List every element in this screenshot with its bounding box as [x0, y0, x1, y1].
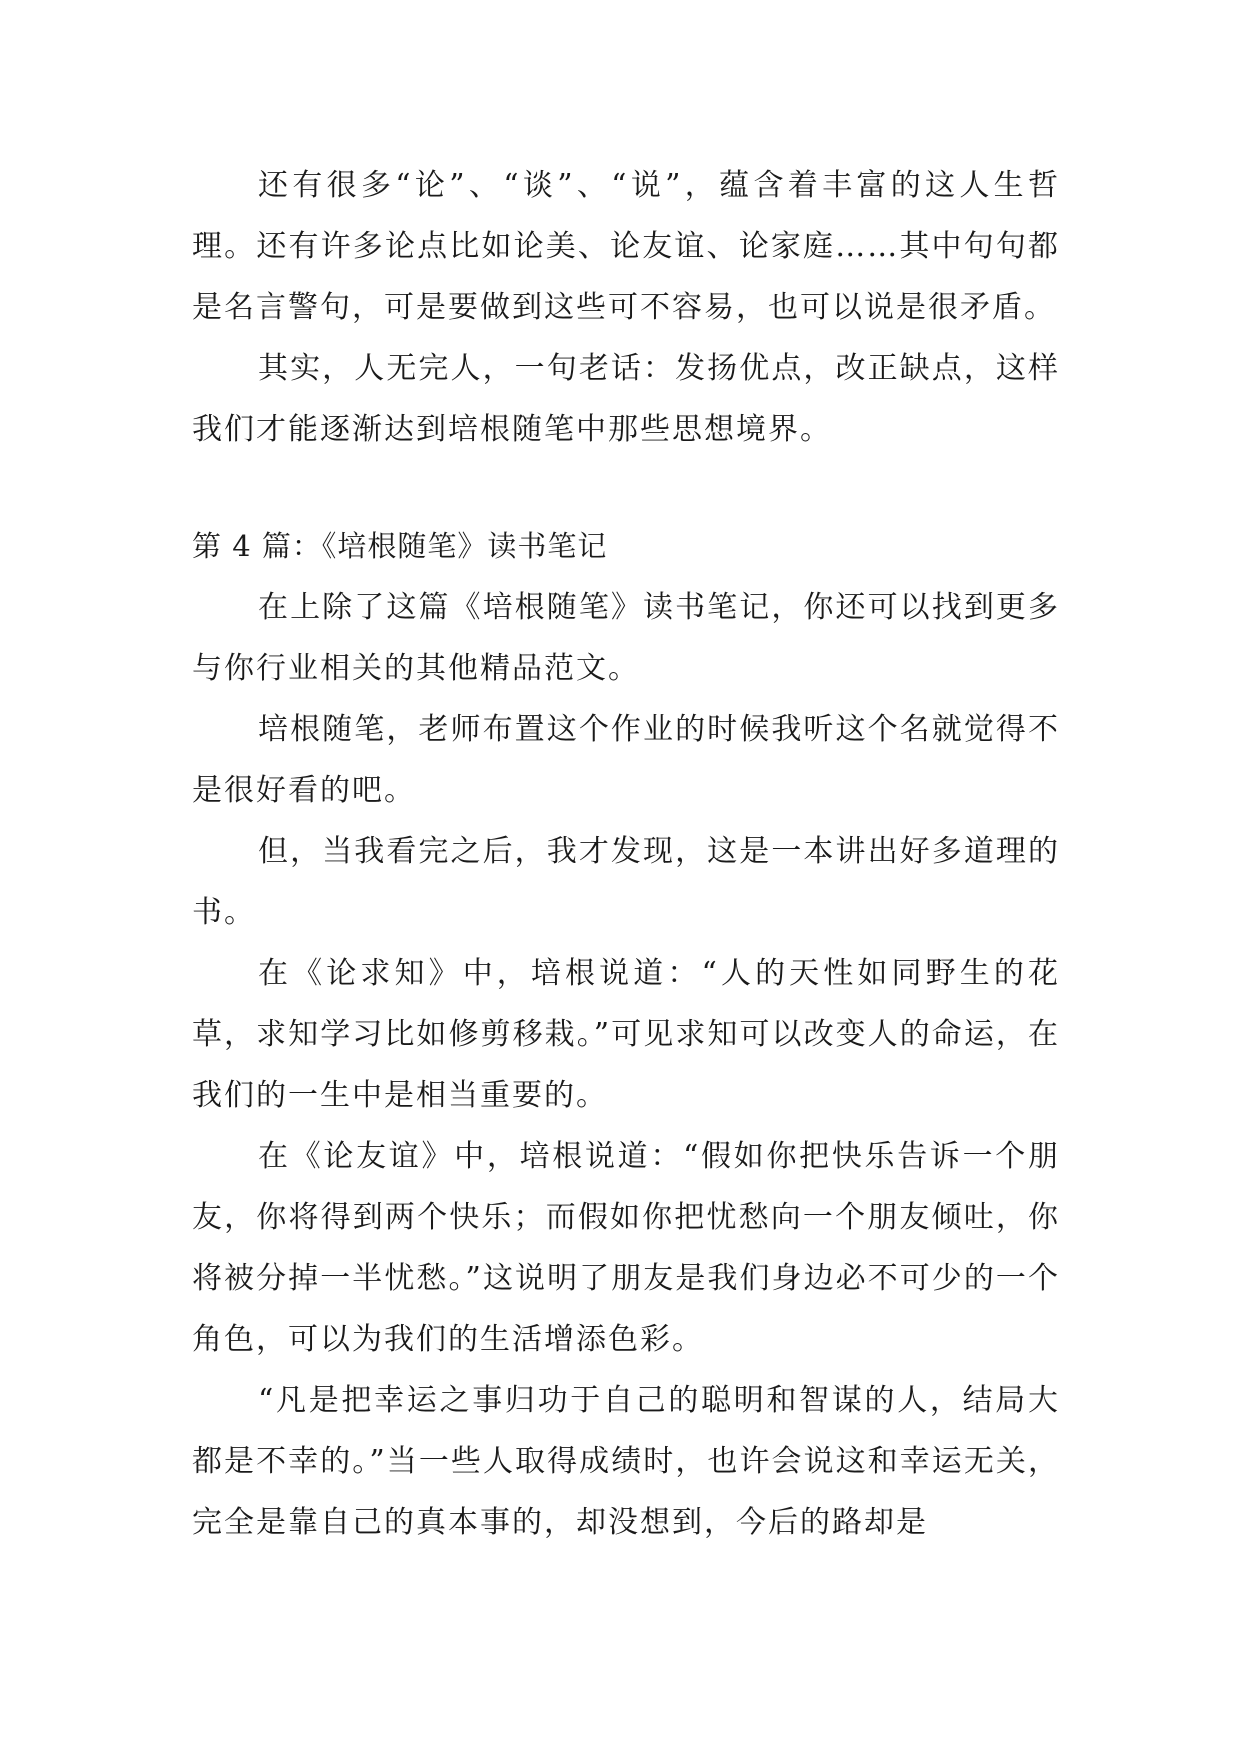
- paragraph-philosophy: 还有很多“论”、“谈”、“说”，蕴含着丰富的这人生哲理。还有许多论点比如论美、论友谊、论家庭……其中句句都是名言警句，可是要做到这些可不容易，也可以说是很矛盾。: [192, 168, 1060, 325]
- paragraph-assignment: 培根随笔，老师布置这个作业的时候我听这个名就觉得不是很好看的吧。: [192, 712, 1060, 808]
- paragraph-on-studies: 在《论求知》中，培根说道：“人的天性如同野生的花草，求知学习比如修剪移栽。”可见求知可以改变人的命运，在我们的一生中是相当重要的。: [192, 956, 1060, 1113]
- document-body: [192, 155, 1060, 1553]
- paragraph-intro: 在上除了这篇《培根随笔》读书笔记，你还可以找到更多与你行业相关的其他精品范文。: [192, 590, 1060, 686]
- paragraph-discovery: 但，当我看完之后，我才发现，这是一本讲出好多道理的书。: [192, 834, 1060, 930]
- paragraph-on-fortune: “凡是把幸运之事归功于自己的聪明和智谋的人，结局大都是不幸的。”当一些人取得成绩时，也许会说这和幸运无关，完全是靠自己的真本事的，却没想到，今后的路却是: [192, 1383, 1060, 1540]
- section-heading: 第 4 篇：《培根随笔》读书笔记: [192, 529, 608, 563]
- paragraph-no-perfect-person: 其实，人无完人，一句老话：发扬优点，改正缺点，这样我们才能逐渐达到培根随笔中那些思想境界。: [192, 351, 1060, 447]
- paragraph-on-friendship: 在《论友谊》中，培根说道：“假如你把快乐告诉一个朋友，你将得到两个快乐；而假如你把忧愁向一个朋友倾吐，你将被分掉一半忧愁。”这说明了朋友是我们身边必不可少的一个角色，可以为我们的生活增添色彩。: [192, 1139, 1060, 1357]
